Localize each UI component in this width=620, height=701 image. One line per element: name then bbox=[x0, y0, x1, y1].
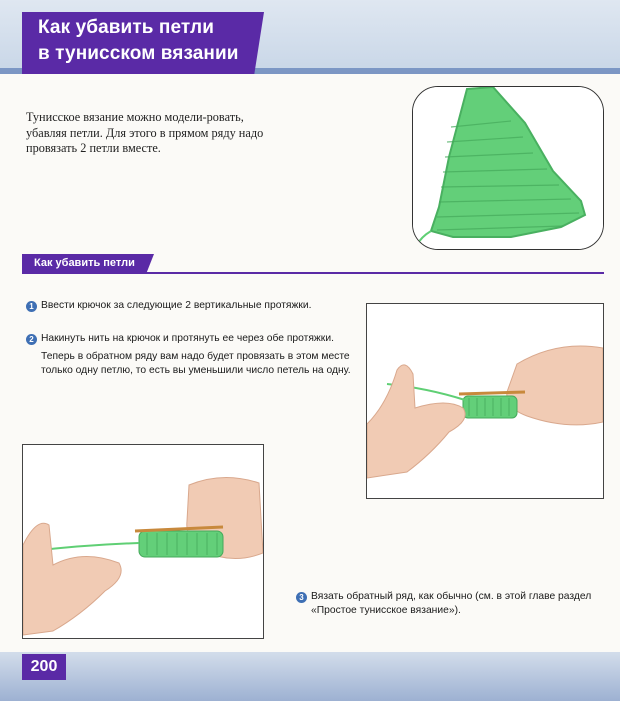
hands-knitting-swatch-image bbox=[23, 445, 263, 638]
section-divider bbox=[22, 272, 604, 274]
page-title-line-2: в тунисском вязании bbox=[38, 43, 239, 64]
step-2-text: Накинуть нить на крючок и протянуть ее через обе протяжки. bbox=[41, 333, 334, 344]
step-1-text: Ввести крючок за следующие 2 вертикальные протяжки. bbox=[41, 300, 312, 311]
step-2-photo bbox=[366, 303, 604, 499]
green-triangle-swatch-image bbox=[413, 87, 603, 249]
intro-paragraph: Тунисское вязание можно модели-ровать, убавляя петли. Для этого в прямом ряду надо провязать 2 петли вместе. bbox=[26, 110, 264, 156]
step-3-text: Вязать обратный ряд, как обычно (см. в этой главе раздел «Простое тунисское вязание»). bbox=[311, 591, 592, 616]
step-2-note: Теперь в обратном ряду вам надо будет провязать в этом месте только одну петлю, то есть вы уменьшили число петель на одну. bbox=[41, 351, 351, 376]
step-2-badge: 2 bbox=[26, 334, 37, 345]
page-number: 200 bbox=[22, 654, 66, 680]
step-1-badge: 1 bbox=[26, 301, 37, 312]
hands-crochet-hook-image bbox=[367, 304, 603, 498]
page-title-line-1: Как убавить петли bbox=[38, 17, 214, 38]
footer-band bbox=[0, 652, 620, 701]
knitted-triangle-photo bbox=[412, 86, 604, 250]
step-3-badge: 3 bbox=[296, 592, 307, 603]
step-3-photo bbox=[22, 444, 264, 639]
section-heading: Как убавить петли bbox=[34, 257, 135, 269]
